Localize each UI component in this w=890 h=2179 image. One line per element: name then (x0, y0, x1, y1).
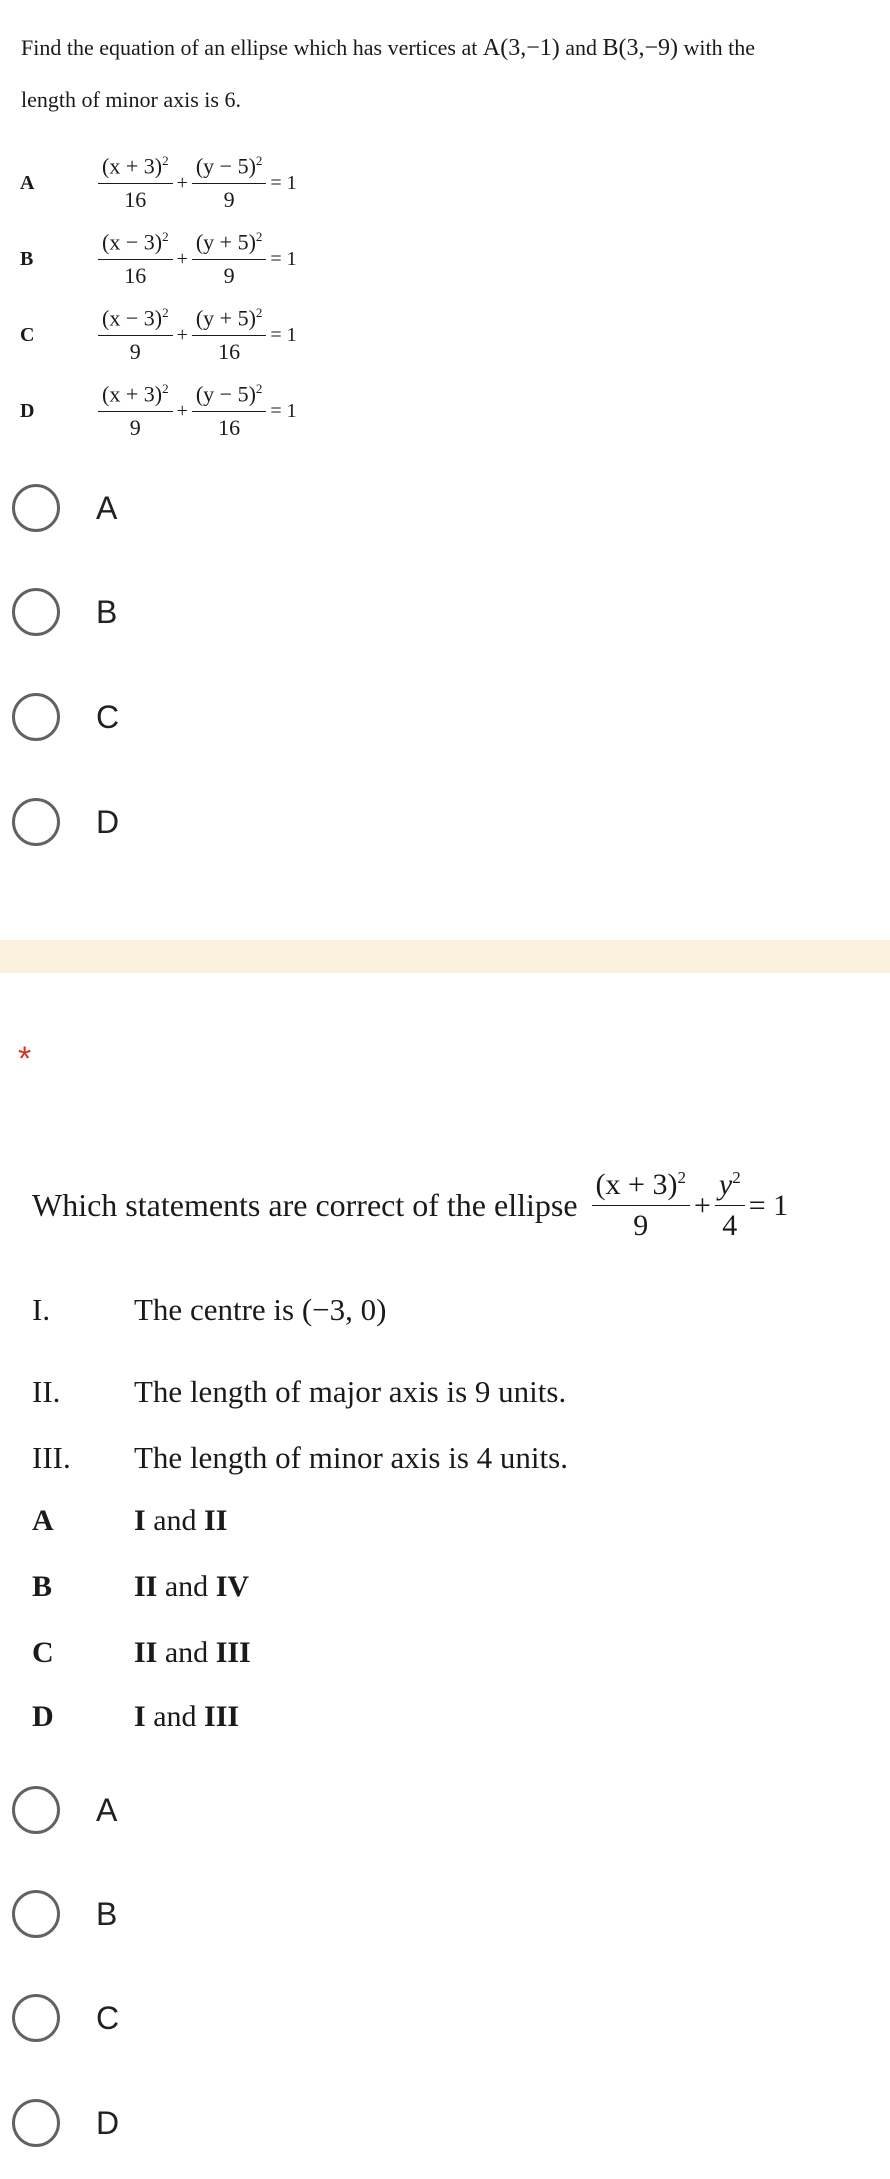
fraction: $\frac{(y + 5)^2}{16}$ (192, 305, 267, 364)
q1-radio-b[interactable]: B (12, 582, 117, 642)
radio-circle-icon[interactable] (12, 588, 60, 636)
statement-3: III. The length of minor axis is 4 units. (32, 1440, 568, 1475)
q2-radio-d[interactable]: D (12, 2093, 119, 2153)
vertex-a: A(3,−1) (482, 35, 560, 61)
vertex-b: B(3,−9) (602, 35, 679, 61)
radio-circle-icon[interactable] (12, 1890, 60, 1938)
fraction: $\frac{(x - 3)^2}{9}$ (98, 305, 173, 364)
section-divider (0, 940, 890, 973)
fraction: $\frac{(x + 3)^2}{16}$ (98, 153, 173, 212)
question1-text (21, 22, 871, 126)
required-asterisk: * (18, 1040, 32, 1078)
radio-circle-icon[interactable] (12, 798, 60, 846)
q1-radio-c[interactable]: C (12, 687, 119, 747)
fraction: $\frac{(x - 3)^2}{16}$ (98, 229, 173, 288)
radio-circle-icon[interactable] (12, 484, 60, 532)
q2-radio-a[interactable]: A (12, 1780, 117, 1840)
fraction: $\frac{(y - 5)^2}{16}$ (192, 381, 267, 440)
q2-choice-c: C II and III (32, 1636, 251, 1669)
fraction: $\frac{(y - 5)^2}{9}$ (192, 153, 267, 212)
q1-option-b: B $\frac{(x - 3)^2}{16}$ + $\frac{(y + 5)^2}{9}$ = 1 (20, 229, 297, 288)
statement-1: I. The centre is (−3, 0) (32, 1292, 387, 1327)
q2-radio-c[interactable]: C (12, 1988, 119, 2048)
q1-option-c: C $\frac{(x - 3)^2}{9}$ + $\frac{(y + 5)^2}{16}$ = 1 (20, 305, 297, 364)
fraction: $\frac{y^2}{4}$ (715, 1168, 745, 1243)
fraction: $\frac{(x + 3)^2}{9}$ (98, 381, 173, 440)
question2-prompt: Which statements are correct of the ellipse $\frac{(x + 3)^2}{9}$ + $\frac{y^2}{4}$ = 1 (32, 1168, 789, 1242)
radio-circle-icon[interactable] (12, 693, 60, 741)
q1-option-d: D $\frac{(x + 3)^2}{9}$ + $\frac{(y - 5)^2}{16}$ = 1 (20, 381, 297, 440)
question1-line2: length of minor axis is 6. (21, 87, 241, 112)
q2-choice-d: D I and III (32, 1700, 240, 1733)
radio-circle-icon[interactable] (12, 1786, 60, 1834)
q2-radio-b[interactable]: B (12, 1884, 117, 1944)
q2-choice-a: A I and II (32, 1504, 228, 1537)
q1-option-a: A $\frac{(x + 3)^2}{16}$ + $\frac{(y - 5)^2}{9}$ = 1 (20, 153, 297, 212)
fraction: $\frac{(x + 3)^2}{9}$ (592, 1168, 690, 1243)
radio-circle-icon[interactable] (12, 2099, 60, 2147)
statement-2: II. The length of major axis is 9 units. (32, 1374, 567, 1409)
question1-line1: Find the equation of an ellipse which has vertices at A(3,−1) and B(3,−9) with the (21, 35, 756, 61)
q2-choice-b: B II and IV (32, 1570, 250, 1603)
fraction: $\frac{(y + 5)^2}{9}$ (192, 229, 267, 288)
q1-radio-d[interactable]: D (12, 792, 119, 852)
q1-radio-a[interactable]: A (12, 478, 117, 538)
radio-circle-icon[interactable] (12, 1994, 60, 2042)
